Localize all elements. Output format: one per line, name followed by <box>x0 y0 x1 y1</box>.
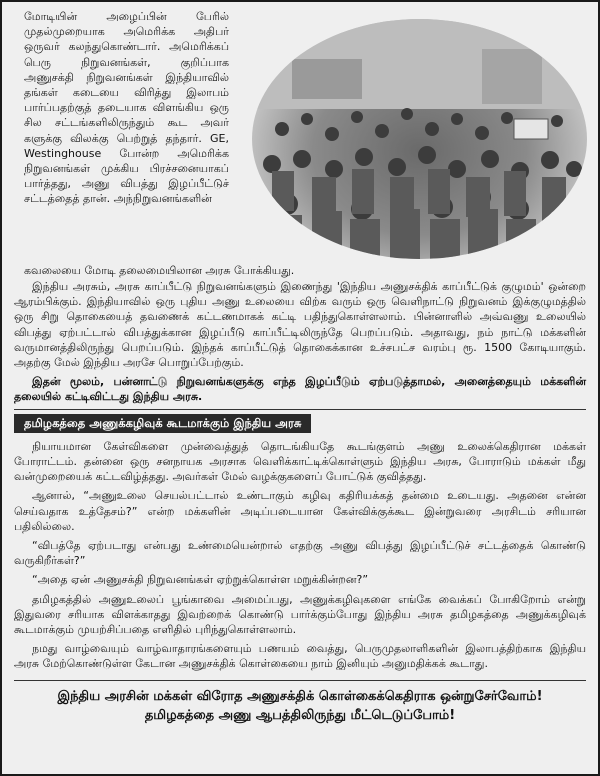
section-paragraph: தமிழகத்தில் அணுஉலைப் பூங்காவை அமைப்பது, அணுக்கழிவுகளை எங்கே வைக்கப் போகிறோம் என்று இதுவரை சரியாக விளக்காதது இவற்றைக் கொண்டு பார்க்கும்போது இந்திய அரசு தமிழகத்தை அணுக்கழிவுக் கூடமாக்கும் முயற்சிப்பதை எளிதில் புரிந்துகொள்ளலாம். <box>14 592 586 637</box>
intro-text: மோடியின் அழைப்பின் பேரில் முதல்முறையாக அமெரிக்க அதிபர் ஒருவர் கலந்துகொண்டார். அமெரிக்கப் பெரு நிறுவனங்கள், குறிப்பாக அணுசக்தி நிறுவனங்கள் இந்தியாவில் தங்கள் கடையை விரித்து இலாபம் பார்ப்பதற்குத் தடையாக விளங்கிய ஒரு சில சட்டங்களிலிருந்தும் கூட அவர் களுக்கு விலக்கு பெற்றுத் தந்தார். GE, Westinghouse போன்ற அமெரிக்க நிறுவனங்கள் முக்கிய பிரச்சனையாகப் பார்த்தது, அணு விபத்து இழப்பீட்டுச் சட்டத்தைத் தான். அந்நிறுவனங்களின் <box>24 10 229 206</box>
section-quote: “அதை ஏன் அணுசக்தி நிறுவனங்கள் ஏற்றுக்கொள்ள மறுக்கின்றன?” <box>32 573 369 587</box>
protest-crowd-photo <box>252 19 587 259</box>
crowd-illustration <box>252 19 587 259</box>
section-divider <box>14 409 586 410</box>
call-to-action <box>14 680 586 725</box>
section-quote: “விபத்தே ஏற்படாது என்பது உண்மையென்றால் எதற்கு அணு விபத்து இழப்பீட்டுச் சட்டத்தைக் கொண்டு வருகிறீர்கள்?” <box>14 539 586 568</box>
section-paragraph: ஆனால், “அணுஉலை செயல்பட்டால் உண்டாகும் கழிவு கதிரியக்கத் தன்மை உடையது. அதனை என்ன செய்வதாக உத்தேசம்?” என்ற மக்களின் அடிப்படையான கேள்விக்குக்கூட இன்றுவரை அரசிடம் சரியான பதிலில்லை. <box>14 489 586 533</box>
section-paragraph: நமது வாழ்வையும் வாழ்வாதாரங்களையும் பணயம் வைத்து, பெருமுதலாளிகளின் இலாபத்திற்காக இந்திய அரசு மேற்கொண்டுள்ள கேடான அணுசக்திக் கொள்கையை நாம் இனியும் அனுமதிக்கக் கூடாது. <box>14 642 586 671</box>
paragraph-burden-on-people: இதன் மூலம், பன்னாட்டு நிறுவனங்களுக்கு எந்த இழப்பீடும் ஏற்படுத்தாமல், அனைத்தையும் மக்களின் தலையில் கட்டிவிட்டது இந்திய அரசு. <box>14 375 586 404</box>
section-paragraph: நியாயமான கேள்விகளை முன்வைத்துத் தொடங்கியதே கூடங்குளம் அணு உலைக்கெதிரான மக்கள் போராட்டம். தன்னை ஒரு சனநாயக அரசாக வெளிக்காட்டிக்கொள்ளும் இந்திய அரசு, போராடும் மக்கள் மீது வன்முறையைக் கட்டவிழ்த்தது. அவர்கள் மேல் வழக்குகளைப் போட்டுக் குவித்தது. <box>14 439 586 484</box>
footer-line-1: இந்திய அரசின் மக்கள் விரோத அணுசக்திக் கொள்கைக்கெதிராக ஒன்றுசேர்வோம்! <box>57 688 543 704</box>
footer-line-2: தமிழகத்தை அணு ஆபத்திலிருந்து மீட்டெடுப்போம்! <box>144 707 456 723</box>
paragraph-insurance-pool: இந்திய அரசும், அரசு காப்பீட்டு நிறுவனங்களும் இணைந்து 'இந்திய அணுசக்திக் காப்பீட்டுக் குழுமம்' ஒன்றை ஆரம்பிக்கும். இந்தியாவில் ஒரு புதிய அணு உலையை விற்க வரும் ஒரு வெளிநாட்டு நிறுவனம் இக்குழுமத்தில் ஒரு சிறு தொகையைத் தவணைக் கட்டணமாகக் கட்டி பதிந்துகொள்ளலாம். பின்னாளில் அவ்வணு உலையில் விபத்து ஏற்பட்டால் விபத்துக்கான இழப்பீடு காப்பீட்டிலிருந்தே பெறப்படும். அதாவது, நம் நாட்டு மக்களின் வருமானத்திலிருந்து பெறப்படும். இந்தக் காப்பீட்டுத் தொகைக்கான உச்சபட்ச வரம்பு ரூ. 1500 கோடியாகும். அதற்கு மேல் இந்திய அரசே பொறுப்பேற்கும். <box>14 280 586 370</box>
intro-tail: கவலையை மோடி தலைமையிலான அரசு போக்கியது. <box>24 264 295 277</box>
section-heading: தமிழகத்தை அணுக்கழிவுக் கூடமாக்கும் இந்திய அரசு <box>14 414 311 433</box>
article-body <box>14 279 586 672</box>
intro-block <box>14 9 586 279</box>
